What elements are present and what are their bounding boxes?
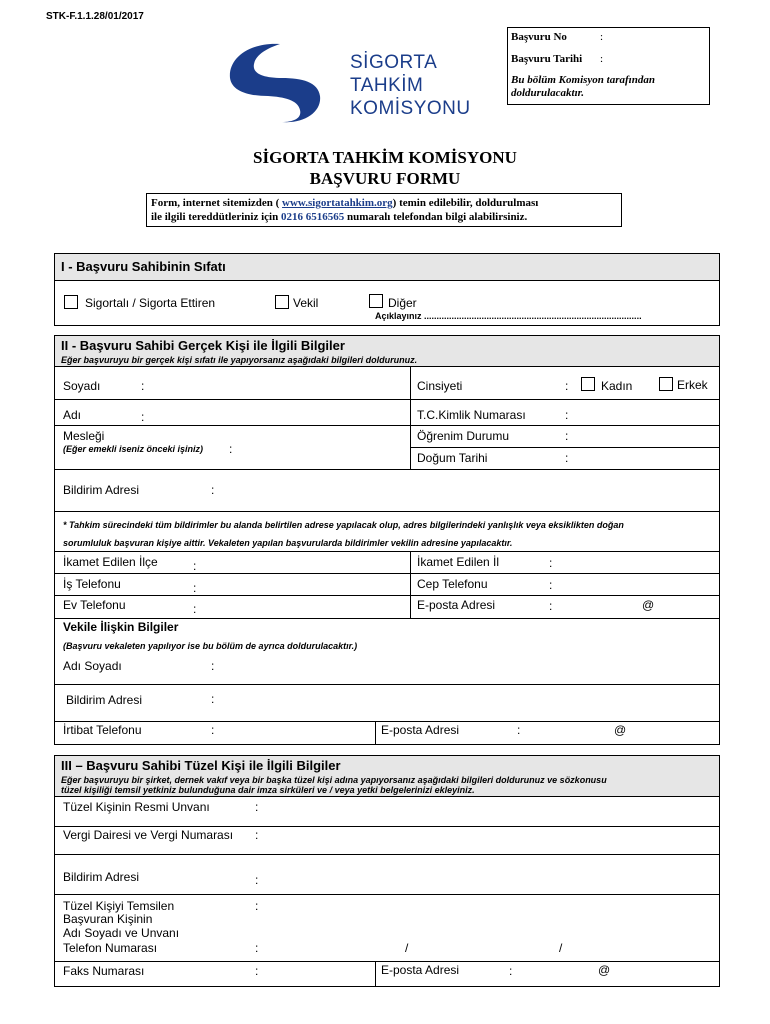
colon: :	[211, 483, 215, 497]
section-3-title: III – Başvuru Sahibi Tüzel Kişi ile İlgili Bilgiler	[61, 758, 341, 773]
colon: :	[549, 556, 553, 570]
colon: :	[255, 873, 259, 887]
form-code: STK-F.1.1.28/01/2017	[46, 11, 144, 22]
row-line	[55, 573, 719, 574]
name-label: Adı	[63, 408, 82, 422]
other-checkbox[interactable]	[369, 294, 383, 308]
job-note: (Eğer emekli iseniz önceki işiniz)	[63, 444, 204, 454]
legal-email-at-sign: @	[598, 963, 611, 977]
colon: :	[211, 723, 215, 737]
attorney-email-at-sign: @	[614, 723, 627, 737]
logo-text-1: SİGORTA	[350, 52, 438, 73]
row-line	[55, 894, 719, 895]
app-date-colon: :	[600, 53, 604, 65]
logo-swoosh-icon	[220, 40, 330, 125]
male-checkbox[interactable]	[659, 377, 673, 391]
section-2-subtitle: Eğer başvuruyu bir gerçek kişi sıfatı ile yapıyorsanız aşağıdaki bilgileri doldurunuz.	[61, 355, 418, 365]
info-text-3: ile ilgili tereddütleriniz için	[151, 211, 281, 223]
insured-label: Sigortalı / Sigorta Ettiren	[85, 296, 216, 310]
district-label: İkamet Edilen İlçe	[63, 555, 158, 569]
female-label: Kadın	[601, 379, 633, 393]
info-text-1: Form, internet sitemizden (	[151, 197, 283, 209]
office-note: Bu bölüm Komisyon tarafından doldurulacaktır.	[511, 74, 655, 99]
phone-number-label: Telefon Numarası	[63, 941, 158, 955]
section-3-subtitle-1: Eğer başvuruyu bir şirket, dernek vakıf veya bir başka tüzel kişi adına yapıyorsanız aşağıdaki bilgileri doldurunuz ve sözkonusu	[61, 775, 607, 785]
attorney-info-note: (Başvuru vekaleten yapılıyor ise bu bölüm de ayrıca doldurulacaktır.)	[63, 641, 358, 651]
office-use-box	[507, 27, 710, 105]
attorney-address-label: Bildirim Adresi	[66, 693, 143, 707]
row-line	[55, 721, 719, 722]
work-phone-label: İş Telefonu	[63, 577, 121, 591]
colon: :	[193, 581, 197, 595]
section-1-title: I - Başvuru Sahibinin Sıfatı	[61, 259, 226, 274]
legal-address-label: Bildirim Adresi	[63, 870, 140, 884]
row-line	[55, 826, 719, 827]
app-no-label: Başvuru No	[511, 31, 567, 43]
section-1	[54, 253, 720, 326]
attorney-phone-label: İrtibat Telefonu	[63, 723, 142, 737]
section-1-header	[55, 254, 719, 281]
explain-field[interactable]: Açıklayınız .......................................................................................	[375, 311, 642, 321]
section-2	[54, 335, 720, 745]
attorney-checkbox[interactable]	[275, 295, 289, 309]
colon: :	[229, 442, 233, 456]
address-note-1: * Tahkim sürecindeki tüm bildirimler bu alanda belirtilen adrese yapılacak olup, adres bilgilerindeki yanlışlık veya eksiklikten doğan	[63, 520, 624, 530]
row-line	[55, 684, 719, 685]
colon: :	[211, 692, 215, 706]
colon: :	[255, 899, 259, 913]
job-label: Mesleği	[63, 429, 105, 443]
row-line	[410, 447, 719, 448]
colon: :	[565, 408, 569, 422]
notification-address-label: Bildirim Adresi	[63, 483, 140, 497]
female-checkbox[interactable]	[581, 377, 595, 391]
row-line	[55, 399, 719, 400]
row-line	[55, 511, 719, 512]
attorney-info-title: Vekile İlişkin Bilgiler	[63, 620, 179, 634]
home-phone-label: Ev Telefonu	[63, 598, 126, 612]
colon: :	[211, 659, 215, 673]
colon: :	[141, 379, 145, 393]
logo-text-3: KOMİSYONU	[350, 98, 471, 119]
representative-label-3: Adı Soyadı ve Unvanı	[63, 926, 180, 940]
birth-date-label: Doğum Tarihi	[417, 451, 488, 465]
surname-label: Soyadı	[63, 379, 101, 393]
colon: :	[549, 578, 553, 592]
col-divider	[410, 366, 411, 470]
phone-number: 0216 6516565	[280, 211, 345, 223]
fax-label: Faks Numarası	[63, 964, 145, 978]
section-3-header	[55, 756, 719, 797]
info-box	[146, 193, 622, 227]
logo	[220, 40, 471, 125]
page-title: SİGORTA TAHKİM KOMİSYONU	[253, 148, 517, 167]
phone-slash: /	[405, 941, 409, 955]
colon: :	[565, 429, 569, 443]
representative-label-2: Başvuran Kişinin	[63, 912, 153, 926]
section-2-title: II - Başvuru Sahibi Gerçek Kişi ile İlgili Bilgiler	[61, 338, 345, 353]
mobile-phone-label: Cep Telefonu	[417, 577, 488, 591]
colon: :	[509, 964, 513, 978]
row-line	[55, 618, 719, 619]
email-at-sign: @	[642, 598, 655, 612]
colon: :	[255, 941, 259, 955]
logo-text-2: TAHKİM	[350, 75, 424, 96]
email-label: E-posta Adresi	[417, 598, 496, 612]
attorney-label: Vekil	[293, 296, 319, 310]
col-divider	[410, 551, 411, 618]
colon: :	[255, 800, 259, 814]
gender-label: Cinsiyeti	[417, 379, 463, 393]
colon: :	[565, 379, 569, 393]
colon: :	[193, 602, 197, 616]
attorney-name-label: Adı Soyadı	[63, 659, 122, 673]
app-no-colon: :	[600, 31, 604, 43]
colon: :	[565, 451, 569, 465]
colon: :	[549, 599, 553, 613]
official-title-label: Tüzel Kişinin Resmi Unvanı	[63, 800, 210, 814]
row-line	[55, 854, 719, 855]
row-line	[55, 595, 719, 596]
insured-checkbox[interactable]	[64, 295, 78, 309]
colon: :	[141, 410, 145, 424]
row-line	[55, 551, 719, 552]
colon: :	[255, 964, 259, 978]
male-label: Erkek	[677, 378, 708, 392]
page-subtitle: BAŞVURU FORMU	[309, 169, 461, 188]
legal-email-label: E-posta Adresi	[381, 963, 460, 977]
address-note-2: sorumluluk başvuran kişiye aittir. Vekaleten yapılan başvurularda bildirimler vekilin adresine yapılacaktır.	[63, 538, 513, 548]
row-line	[55, 469, 719, 470]
col-divider	[375, 721, 376, 745]
tax-info-label: Vergi Dairesi ve Vergi Numarası	[63, 828, 234, 842]
phone-slash: /	[559, 941, 563, 955]
colon: :	[193, 559, 197, 573]
info-text-2: ) temin edilebilir, doldurulması	[392, 197, 539, 209]
representative-label-1: Tüzel Kişiyi Temsilen	[63, 899, 175, 913]
info-text-4: numaralı telefondan bilgi alabilirsiniz.	[344, 211, 528, 223]
website-link[interactable]: www.sigortatahkim.org	[282, 197, 393, 209]
section-3	[54, 755, 720, 987]
row-line	[55, 961, 719, 962]
section-3-subtitle-2: tüzel kişiliği temsil yetkiniz bulunduğuna dair imza sirküleri ve / veya yetki belgelerinizi ekleyiniz.	[61, 785, 475, 795]
colon: :	[517, 723, 521, 737]
section-2-header	[55, 336, 719, 367]
colon: :	[255, 828, 259, 842]
city-label: İkamet Edilen İl	[417, 555, 500, 569]
tc-id-label: T.C.Kimlik Numarası	[417, 408, 526, 422]
education-label: Öğrenim Durumu	[417, 429, 510, 443]
col-divider	[375, 961, 376, 987]
attorney-email-label: E-posta Adresi	[381, 723, 460, 737]
row-line	[55, 425, 719, 426]
app-date-label: Başvuru Tarihi	[511, 53, 583, 65]
other-label: Diğer	[388, 296, 417, 310]
